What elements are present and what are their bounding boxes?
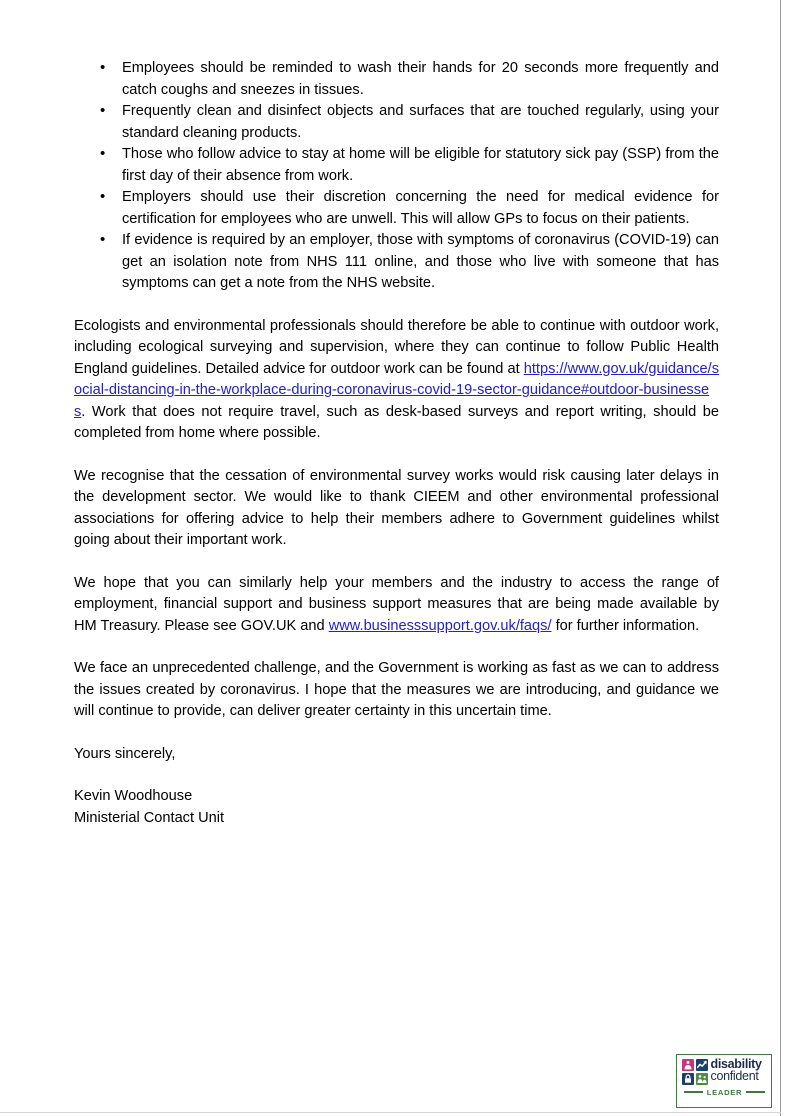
paragraph-business-support bbox=[74, 573, 719, 638]
list-item: • Frequently clean and disinfect objects and surfaces that are touched regularly, using your standard cleaning products. bbox=[74, 101, 719, 144]
signature-block bbox=[74, 786, 719, 829]
gov-uk-guidance-link[interactable]: https://www.gov.uk/guidance/social-distancing-in-the-workplace-during-coronavirus-covid-19-sector-guidance#outdoor-businesses bbox=[74, 360, 719, 420]
logo-top-row bbox=[682, 1059, 767, 1085]
lock-navy-icon bbox=[682, 1073, 694, 1085]
logo-icon-grid bbox=[682, 1059, 708, 1085]
paragraph-text-after-link: for further information. bbox=[551, 617, 700, 634]
disability-confident-leader-logo bbox=[676, 1054, 772, 1108]
signature-name: Kevin Woodhouse bbox=[74, 788, 193, 804]
logo-leader-band bbox=[682, 1088, 767, 1097]
chart-arrow-navy-icon bbox=[696, 1059, 708, 1071]
page-border-bottom bbox=[0, 1112, 781, 1113]
signature-title: Ministerial Contact Unit bbox=[74, 809, 225, 826]
logo-rule-left bbox=[684, 1091, 703, 1092]
paragraph-outdoor-work bbox=[74, 316, 719, 445]
logo-word-disability: disability bbox=[710, 1057, 762, 1071]
person-pink-icon bbox=[682, 1059, 694, 1071]
logo-wordmark bbox=[711, 1059, 762, 1082]
paragraph-text-before-link: We hope that you can similarly help your members and the industry to access the range of employment, financial support and business support measures that are being made available by HM Treasury. Please see GOV.UK and bbox=[74, 574, 719, 634]
logo-word-confident: confident bbox=[710, 1068, 759, 1083]
business-support-link[interactable]: www.businesssupport.gov.uk/faqs/ bbox=[328, 617, 552, 634]
list-item: • Those who follow advice to stay at home will be eligible for statutory sick pay (SSP) from the first day of their absence from work. bbox=[74, 144, 719, 187]
guidance-bullet-list bbox=[74, 58, 719, 295]
people-green-icon bbox=[696, 1073, 708, 1085]
paragraph-text-before-link: Ecologists and environmental professionals should therefore be able to continue with outdoor work, including ecological surveying and supervision, where they can continue to follow Public Health England guidelines. Detailed advice for outdoor work can be found at bbox=[74, 317, 719, 377]
page-border-right bbox=[780, 0, 781, 1116]
logo-rule-right bbox=[746, 1091, 765, 1092]
paragraph-text-after-link: . Work that does not require travel, such as desk-based surveys and report writing, should be completed from home where possible. bbox=[74, 403, 719, 441]
list-item: • If evidence is required by an employer, those with symptoms of coronavirus (COVID-19) can get an isolation note from NHS 111 online, and those who live with someone that has symptoms can get a note from the NHS website. bbox=[74, 230, 719, 295]
paragraph-cieem-thanks: We recognise that the cessation of environmental survey works would risk causing later delays in the development sector. We would like to thank CIEEM and other environmental professional associations for offering advice to help their members adhere to Government guidelines whilst going about their important work. bbox=[74, 467, 719, 548]
logo-level-label: LEADER bbox=[706, 1087, 743, 1097]
paragraph-closing-statement: We face an unprecedented challenge, and the Government is working as fast as we can to address the issues created by coronavirus. I hope that the measures we are introducing, and guidance we will continue to provide, can deliver greater certainty in this uncertain time. bbox=[74, 660, 719, 719]
list-item: • Employers should use their discretion concerning the need for medical evidence for certification for employees who are unwell. This will allow GPs to focus on their patients. bbox=[74, 187, 719, 230]
closing-salutation: Yours sincerely, bbox=[74, 745, 176, 762]
document-content bbox=[74, 58, 719, 829]
list-item: • Employees should be reminded to wash their hands for 20 seconds more frequently and catch coughs and sneezes in tissues. bbox=[74, 58, 719, 101]
